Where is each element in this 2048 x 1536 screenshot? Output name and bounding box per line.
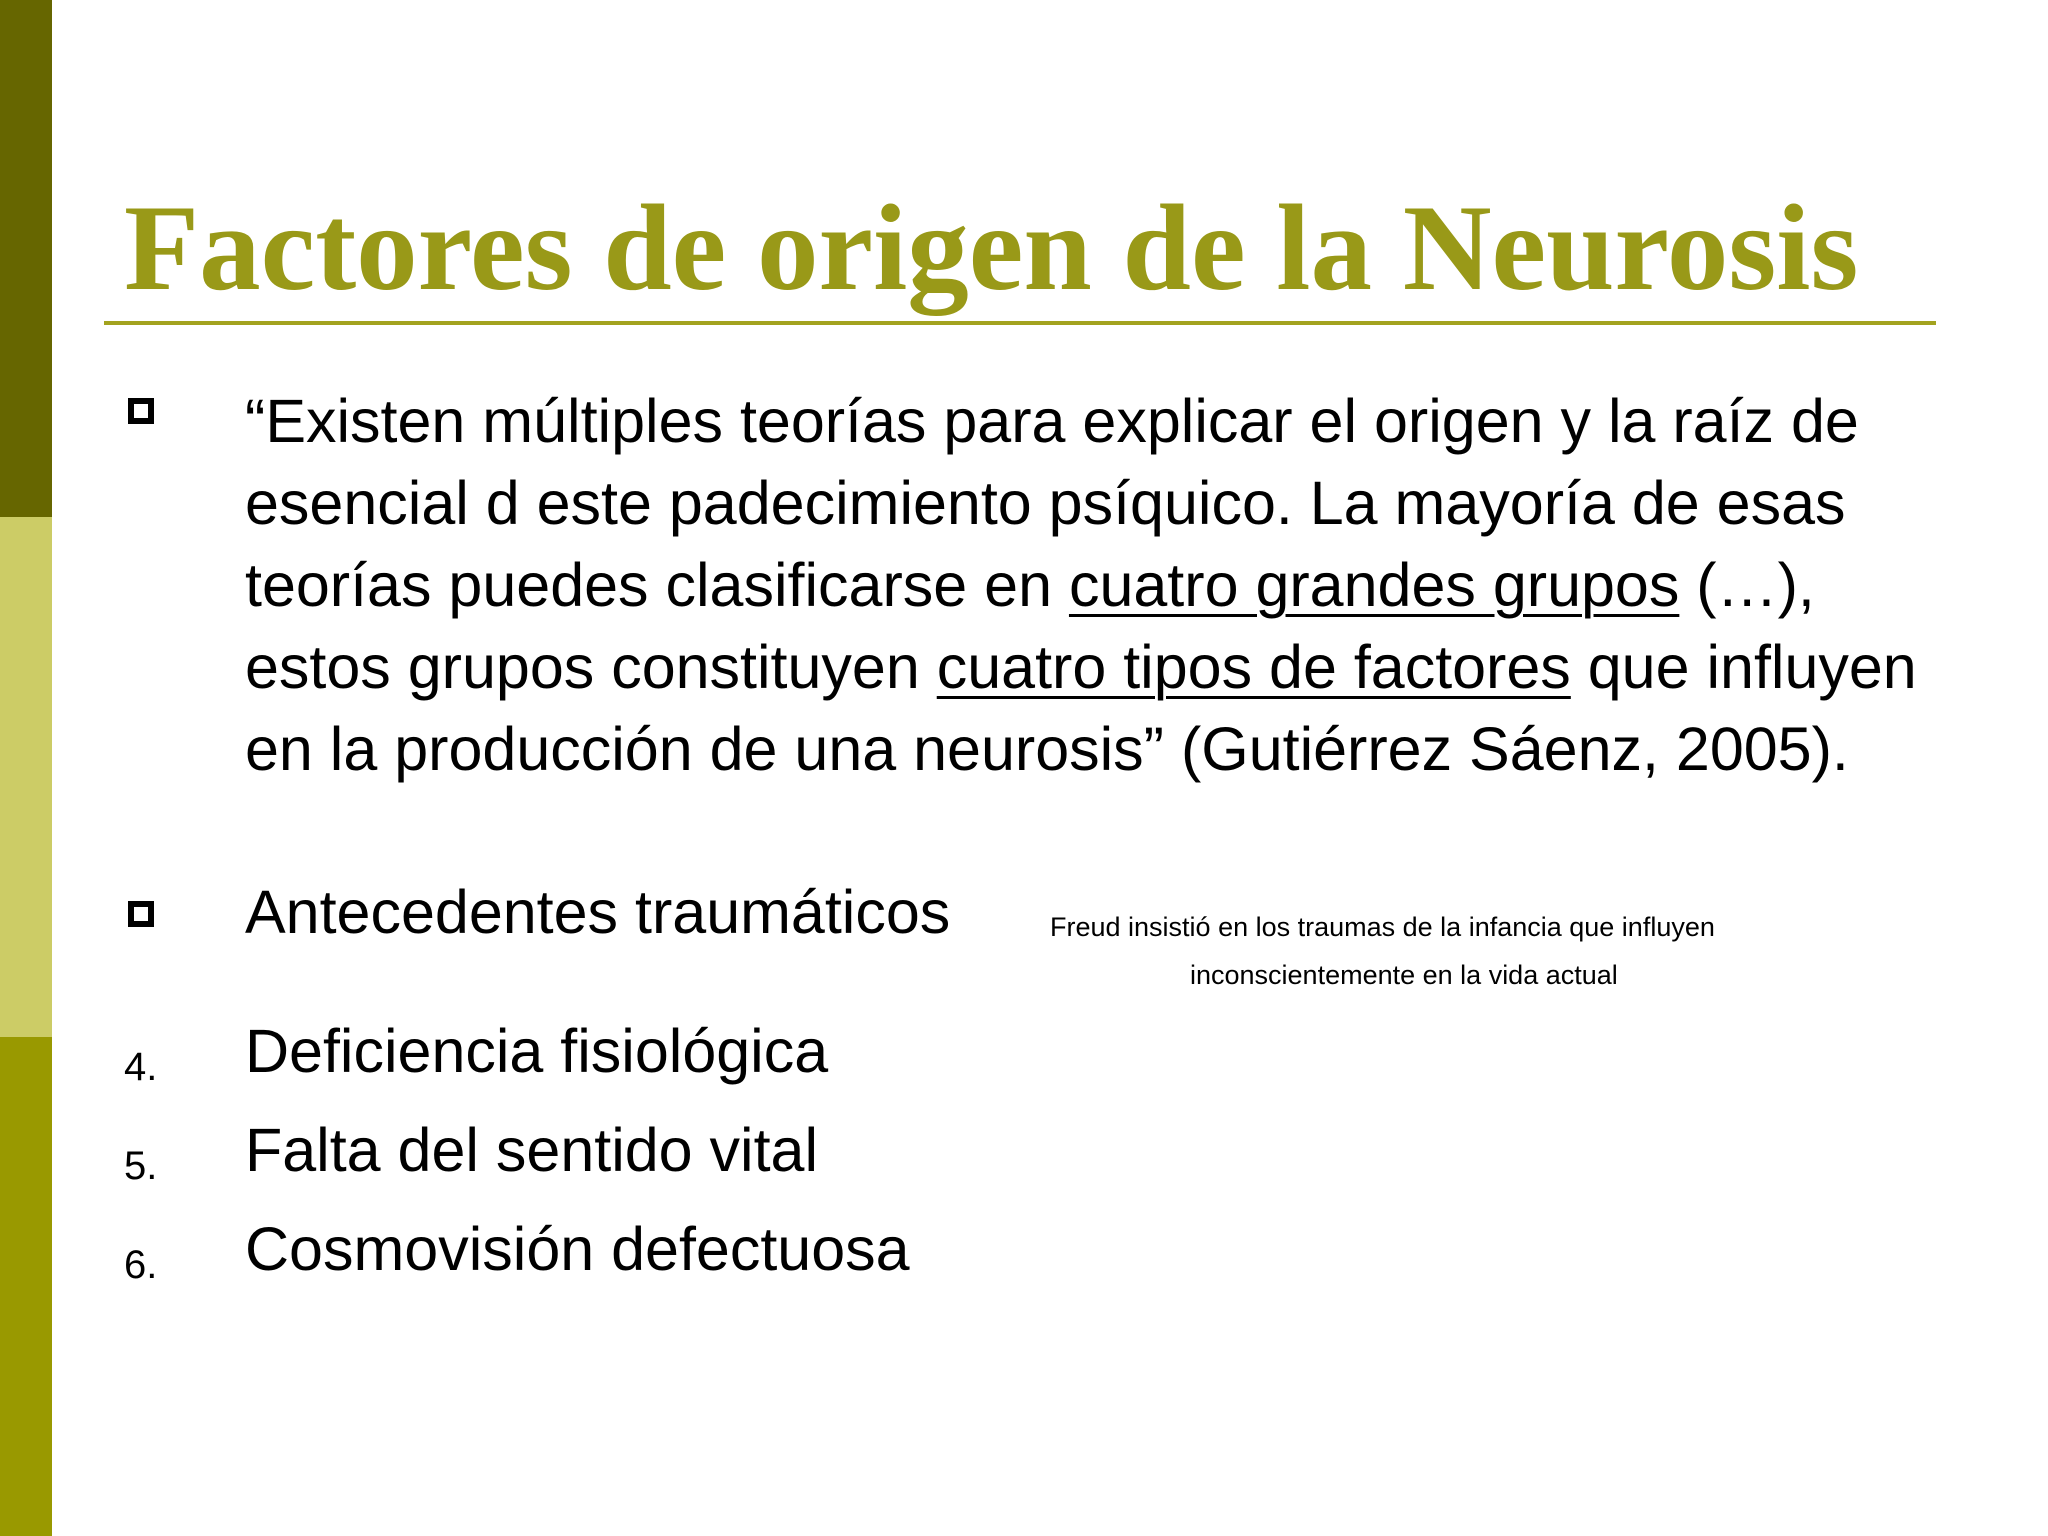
item-text: Deficiencia fisiológica — [245, 1017, 829, 1085]
item-number: 5. — [124, 1144, 158, 1188]
freud-note-line-2: inconscientemente en la vida actual — [1190, 960, 1618, 990]
quote-text — [245, 380, 1935, 790]
accent-bar-top — [0, 0, 52, 517]
title-divider — [104, 321, 1936, 325]
quote-part-1: “Existen múltiples teorías para explicar el origen y la raíz de esencial d este padecimiento psíquico. La mayoría de esas teorías puedes clasificarse en — [245, 387, 1859, 619]
quote-part-3: que influyen en la producción de una neurosis” (Gutiérrez Sáenz, 2005). — [245, 633, 1917, 783]
item-number: 4. — [124, 1045, 158, 1089]
quote-underline-2: cuatro tipos de factores — [936, 633, 1571, 701]
quote-part-2: (…), estos grupos constituyen — [245, 551, 1815, 701]
quote-underline-1: cuatro grandes grupos — [1068, 551, 1680, 619]
hollow-square-bullet-icon — [128, 901, 154, 927]
item-number: 6. — [124, 1243, 158, 1287]
accent-bar-middle — [0, 517, 52, 1037]
freud-note-line-1: Freud insistió en los traumas de la infancia que influyen — [1050, 912, 1715, 942]
hollow-square-bullet-icon — [128, 398, 154, 424]
accent-bar-bottom — [0, 1037, 52, 1536]
item-text: Falta del sentido vital — [245, 1116, 819, 1184]
slide-title: Factores de origen de la Neurosis — [124, 179, 1859, 316]
item-text: Cosmovisión defectuosa — [245, 1215, 910, 1283]
traumatic-text: Antecedentes traumáticos — [245, 878, 951, 946]
